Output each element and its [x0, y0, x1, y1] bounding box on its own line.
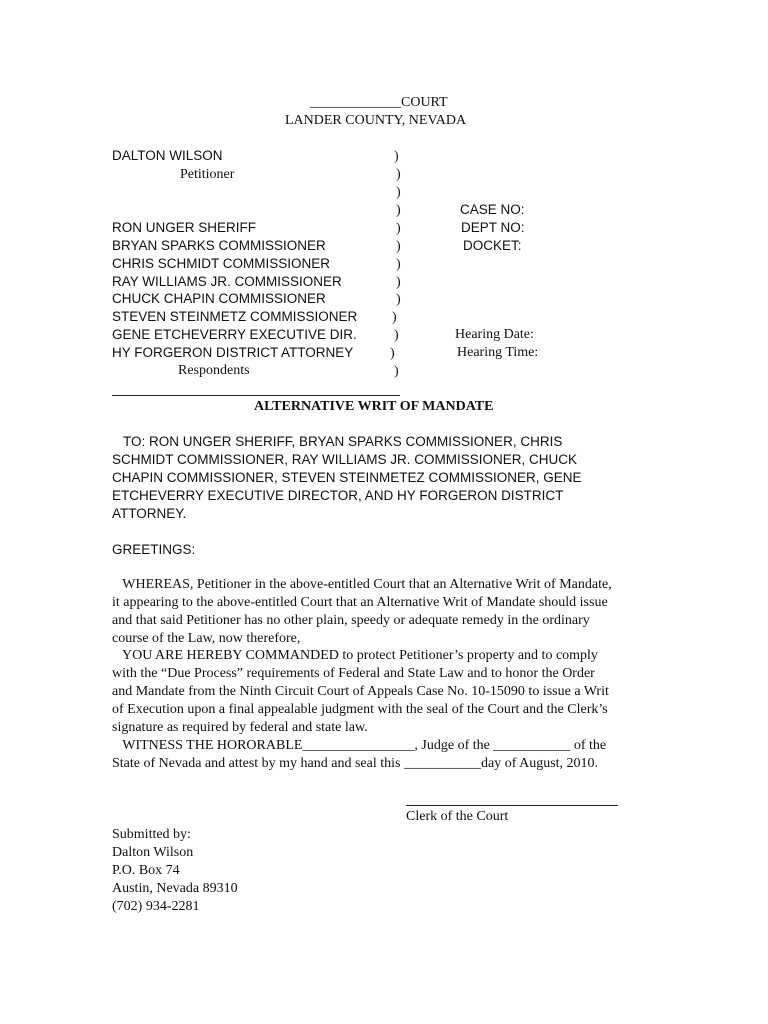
submitter-phone: (702) 934-2281	[112, 899, 200, 914]
body-line: of Execution upon a final appealable judgment with the seal of the Court and the Clerk’s	[112, 702, 608, 717]
body-line: YOU ARE HEREBY COMMANDED to protect Petitioner’s property and to comply	[112, 648, 598, 663]
dept-no-label: DEPT NO:	[461, 220, 525, 235]
body-line: and Mandate from the Ninth Circuit Court of Appeals Case No. 10-15090 to issue a Writ	[112, 684, 609, 699]
caption-paren: )	[396, 203, 401, 218]
caption-paren: )	[396, 257, 401, 272]
respondent-5: CHUCK CHAPIN COMMISSIONER	[112, 291, 326, 306]
to-line: ETCHEVERRY EXECUTIVE DIRECTOR, AND HY FORGERON DISTRICT	[112, 488, 564, 503]
caption-paren: )	[390, 346, 395, 361]
caption-paren: )	[396, 239, 401, 254]
caption-paren: )	[394, 364, 399, 379]
respondent-2: BRYAN SPARKS COMMISSIONER	[112, 238, 326, 253]
body-line: WHEREAS, Petitioner in the above-entitled Court that an Alternative Writ of Mandate,	[112, 577, 612, 592]
caption-paren: )	[392, 310, 397, 325]
body-line: signature as required by federal and state law.	[112, 720, 368, 735]
petitioner-name: DALTON WILSON	[112, 148, 223, 163]
caption-paren: )	[396, 275, 401, 290]
to-line: TO: RON UNGER SHERIFF, BRYAN SPARKS COMMISSIONER, CHRIS	[112, 434, 563, 449]
signature-line	[406, 805, 618, 806]
respondent-1: RON UNGER SHERIFF	[112, 220, 257, 235]
caption-paren: )	[396, 167, 401, 182]
clerk-label: Clerk of the Court	[406, 809, 509, 824]
to-line: SCHMIDT COMMISSIONER, RAY WILLIAMS JR. COMMISSIONER, CHUCK	[112, 452, 578, 467]
to-line: CHAPIN COMMISSIONER, STEVEN STEINMETEZ COMMISSIONER, GENE	[112, 470, 582, 485]
caption-paren: )	[396, 292, 401, 307]
docket-label: DOCKET:	[463, 238, 522, 253]
submitter-name: Dalton Wilson	[112, 845, 194, 860]
hearing-time-label: Hearing Time:	[457, 345, 539, 360]
respondent-6: STEVEN STEINMETZ COMMISSIONER	[112, 309, 358, 324]
caption-paren: )	[394, 328, 399, 343]
court-line: _____________COURT	[310, 95, 448, 110]
respondent-8: HY FORGERON DISTRICT ATTORNEY	[112, 345, 354, 360]
body-line: with the “Due Process” requirements of Federal and State Law and to honor the Order	[112, 666, 595, 681]
respondent-7: GENE ETCHEVERRY EXECUTIVE DIR.	[112, 327, 357, 342]
caption-rule	[112, 395, 400, 396]
to-line: ATTORNEY.	[112, 506, 187, 521]
caption-paren: )	[396, 221, 401, 236]
respondent-4: RAY WILLIAMS JR. COMMISSIONER	[112, 274, 342, 289]
body-line: course of the Law, now therefore,	[112, 631, 301, 646]
body-line: State of Nevada and attest by my hand and seal this ___________day of August, 2010.	[112, 756, 599, 771]
hearing-date-label: Hearing Date:	[455, 327, 534, 342]
caption-paren: )	[394, 149, 399, 164]
body-line: WITNESS THE HORORABLE________________, Judge of the ___________ of the	[112, 738, 607, 753]
respondent-3: CHRIS SCHMIDT COMMISSIONER	[112, 256, 331, 271]
submitter-address-2: Austin, Nevada 89310	[112, 881, 238, 896]
submitted-label: Submitted by:	[112, 827, 191, 842]
greetings: GREETINGS:	[112, 542, 196, 557]
county-line: LANDER COUNTY, NEVADA	[285, 113, 467, 128]
petitioner-label: Petitioner	[180, 167, 235, 182]
body-line: and that said Petitioner has no other plain, speedy or adequate remedy in the ordinary	[112, 613, 590, 628]
caption-paren: )	[396, 185, 401, 200]
respondents-label: Respondents	[178, 363, 250, 378]
document-title: ALTERNATIVE WRIT OF MANDATE	[254, 399, 494, 414]
submitter-address-1: P.O. Box 74	[112, 863, 180, 878]
body-line: it appearing to the above-entitled Court that an Alternative Writ of Mandate should issue	[112, 595, 608, 610]
case-no-label: CASE NO:	[460, 202, 525, 217]
